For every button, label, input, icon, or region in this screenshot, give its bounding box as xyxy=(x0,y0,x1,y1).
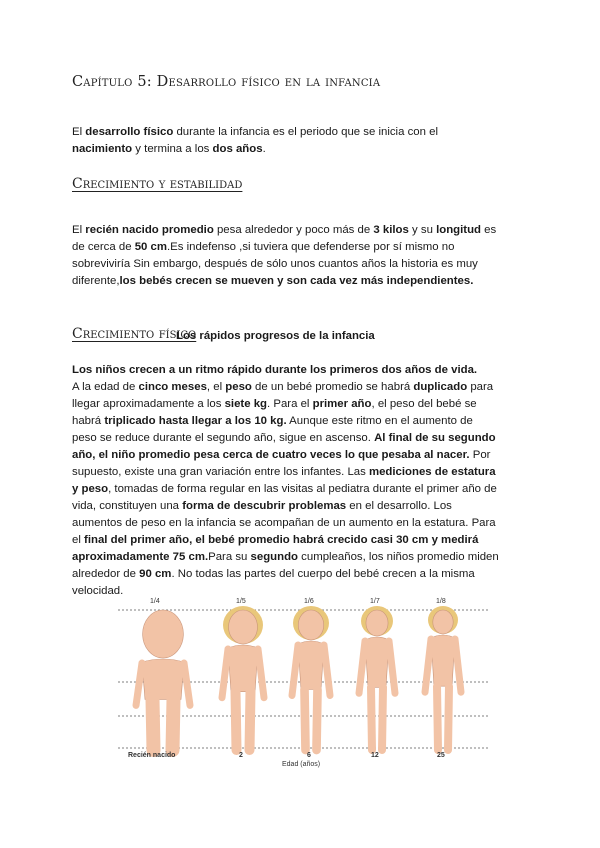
text-segment: de un bebé promedio se habrá xyxy=(251,381,414,393)
text-line xyxy=(72,430,527,447)
bold-text-segment: y peso xyxy=(72,483,109,495)
text-line xyxy=(72,549,527,566)
arm-shape xyxy=(136,663,142,705)
text-line xyxy=(72,447,527,464)
age-label: 2 xyxy=(239,752,243,759)
text-line xyxy=(72,515,527,532)
text-segment: habrá xyxy=(72,415,105,427)
text-segment: , el xyxy=(206,381,226,393)
text-segment: , el peso del bebé se xyxy=(371,398,477,410)
text-segment: vida, constituyen una xyxy=(72,500,183,512)
crecimiento-fisico-paragraph xyxy=(72,362,527,600)
text-line xyxy=(72,124,527,141)
text-segment: es xyxy=(481,224,497,236)
text-segment: pesa alrededor y poco más de xyxy=(213,224,374,236)
torso-shape xyxy=(142,659,184,699)
proportion-label: 1/6 xyxy=(304,598,314,605)
x-axis-label: Edad (años) xyxy=(282,761,321,768)
text-line xyxy=(72,413,527,430)
bold-text-segment: dos años xyxy=(212,143,263,155)
leg-shape xyxy=(173,699,174,750)
text-line xyxy=(72,222,527,239)
leg-shape xyxy=(371,687,372,750)
body-proportions-figure xyxy=(118,596,488,772)
torso-shape xyxy=(228,645,258,692)
head-shape xyxy=(298,610,324,640)
bold-text-segment: nacimiento xyxy=(72,143,133,155)
text-line xyxy=(72,239,527,256)
bold-text-segment: forma de descubrir problemas xyxy=(182,500,347,512)
text-segment: .Es indefenso ,si tuviera que defenderse por sí mismo no xyxy=(167,241,455,253)
arm-shape xyxy=(292,645,298,696)
bold-text-segment: desarrollo físico xyxy=(85,126,174,138)
bold-text-segment: duplicado xyxy=(413,381,468,393)
bold-text-segment: primer año xyxy=(312,398,372,410)
arm-shape xyxy=(455,639,461,692)
bold-text-segment: 50 cm xyxy=(134,241,167,253)
proportion-label: 1/7 xyxy=(370,598,380,605)
text-segment: peso se reduce durante el segundo año, sigue en ascenso. xyxy=(72,432,375,444)
proportion-label: 1/8 xyxy=(436,598,446,605)
leg-shape xyxy=(382,687,383,750)
text-segment: llegar aproximadamente a los xyxy=(72,398,225,410)
intro-paragraph xyxy=(72,124,527,158)
arm-shape xyxy=(184,663,190,705)
bold-text-segment: 90 cm xyxy=(139,568,172,580)
head-shape xyxy=(366,610,388,636)
proportion-label: 1/5 xyxy=(236,598,246,605)
text-segment: durante la infancia es el periodo que se inicia con el xyxy=(173,126,438,138)
text-segment: . Para el xyxy=(267,398,313,410)
leg-shape xyxy=(317,690,318,751)
section-title-crecimiento-fisico: Crecimiento físico xyxy=(72,326,197,342)
arm-shape xyxy=(258,649,264,698)
arm-shape xyxy=(324,645,330,696)
bold-text-segment: aproximadamente 75 cm. xyxy=(72,551,209,563)
text-segment: . xyxy=(262,143,266,155)
age-label: 25 xyxy=(437,752,445,759)
text-segment: alrededor de xyxy=(72,568,140,580)
text-line xyxy=(72,396,527,413)
leg-shape xyxy=(153,699,154,750)
text-segment: para xyxy=(467,381,494,393)
bold-text-segment: los bebés crecen se mueven y son cada vez más independientes. xyxy=(119,275,474,287)
text-segment: cumpleaños, los niños promedio miden xyxy=(298,551,499,563)
leg-shape xyxy=(236,692,237,750)
text-segment: y termina a los xyxy=(132,143,213,155)
bold-text-segment: final del primer año, el bebé promedio habrá crecido casi 30 cm y medirá xyxy=(84,534,479,546)
text-segment: diferente, xyxy=(72,275,120,287)
torso-shape xyxy=(431,635,455,686)
leg-shape xyxy=(250,692,251,750)
text-line xyxy=(72,498,527,515)
text-segment: el xyxy=(72,534,85,546)
bold-text-segment: recién nacido promedio xyxy=(85,224,214,236)
arm-shape xyxy=(359,641,365,693)
bold-text-segment: Los niños crecen a un ritmo rápido durante los primeros dos años de vida. xyxy=(72,364,478,376)
text-segment: Para su xyxy=(208,551,251,563)
text-line xyxy=(72,362,527,379)
text-segment: El xyxy=(72,224,86,236)
bold-text-segment: año, el niño promedio pesa cerca de cuatro veces lo que pesaba al nacer. xyxy=(72,449,470,461)
bold-text-segment: mediciones de estatura xyxy=(368,466,496,478)
bold-text-segment: 3 kilos xyxy=(373,224,409,236)
section-title-crecimiento-estabilidad: Crecimiento y estabilidad xyxy=(72,176,243,192)
arm-shape xyxy=(222,649,228,698)
head-shape xyxy=(229,610,258,644)
head-shape xyxy=(433,610,453,634)
text-segment: y su xyxy=(408,224,437,236)
bold-text-segment: segundo xyxy=(250,551,299,563)
leg-shape xyxy=(437,686,438,750)
arm-shape xyxy=(389,641,395,693)
text-segment: en el desarrollo. Los xyxy=(346,500,452,512)
crecimiento-estabilidad-paragraph xyxy=(72,222,527,290)
text-line xyxy=(72,256,527,273)
text-segment: sobreviviría Sin embargo, después de sólo unos cuantos años la historia es muy xyxy=(72,258,478,270)
text-segment: Aunque este ritmo en el aumento de xyxy=(286,415,473,427)
text-line xyxy=(72,464,527,481)
text-segment: aumentos de peso en la infancia se acompañan de un aumento en la estatura. Para xyxy=(72,517,496,529)
text-line xyxy=(72,481,527,498)
text-segment: de cerca de xyxy=(72,241,135,253)
text-line xyxy=(72,532,527,549)
text-segment: Por xyxy=(469,449,491,461)
torso-shape xyxy=(298,641,324,690)
bold-text-segment: siete kg xyxy=(224,398,268,410)
bold-text-segment: triplicado hasta llegar a los 10 kg. xyxy=(104,415,287,427)
head-shape xyxy=(143,610,184,658)
age-label: Recién nacido xyxy=(128,752,176,759)
arm-shape xyxy=(425,639,431,692)
text-segment: A la edad de xyxy=(72,381,139,393)
leg-shape xyxy=(448,686,449,750)
leg-shape xyxy=(305,690,306,751)
body-proportions-illustration xyxy=(118,596,488,772)
bold-text-segment: Al final de su segundo xyxy=(374,432,496,444)
bold-text-segment: cinco meses xyxy=(138,381,207,393)
text-segment: supuesto, existe una gran variación entre los infantes. Las xyxy=(72,466,369,478)
text-line xyxy=(72,566,527,583)
bold-text-segment: peso xyxy=(225,381,252,393)
text-line xyxy=(72,141,527,158)
text-line xyxy=(72,379,527,396)
torso-shape xyxy=(365,637,389,687)
bold-text-segment: longitud xyxy=(436,224,481,236)
text-segment: El xyxy=(72,126,86,138)
section-subtitle: Los rápidos progresos de la infancia xyxy=(176,330,375,342)
proportion-label: 1/4 xyxy=(150,598,160,605)
text-line xyxy=(72,273,527,290)
chapter-title: Capítulo 5: Desarrollo físico en la infancia xyxy=(72,74,381,90)
text-segment: , tomadas de forma regular en las visitas al pediatra durante el primer año de xyxy=(108,483,497,495)
text-segment: velocidad. xyxy=(72,585,124,597)
text-segment: . No todas las partes del cuerpo del bebé crecen a la misma xyxy=(171,568,475,580)
age-label: 12 xyxy=(371,752,379,759)
age-label: 6 xyxy=(307,752,311,759)
